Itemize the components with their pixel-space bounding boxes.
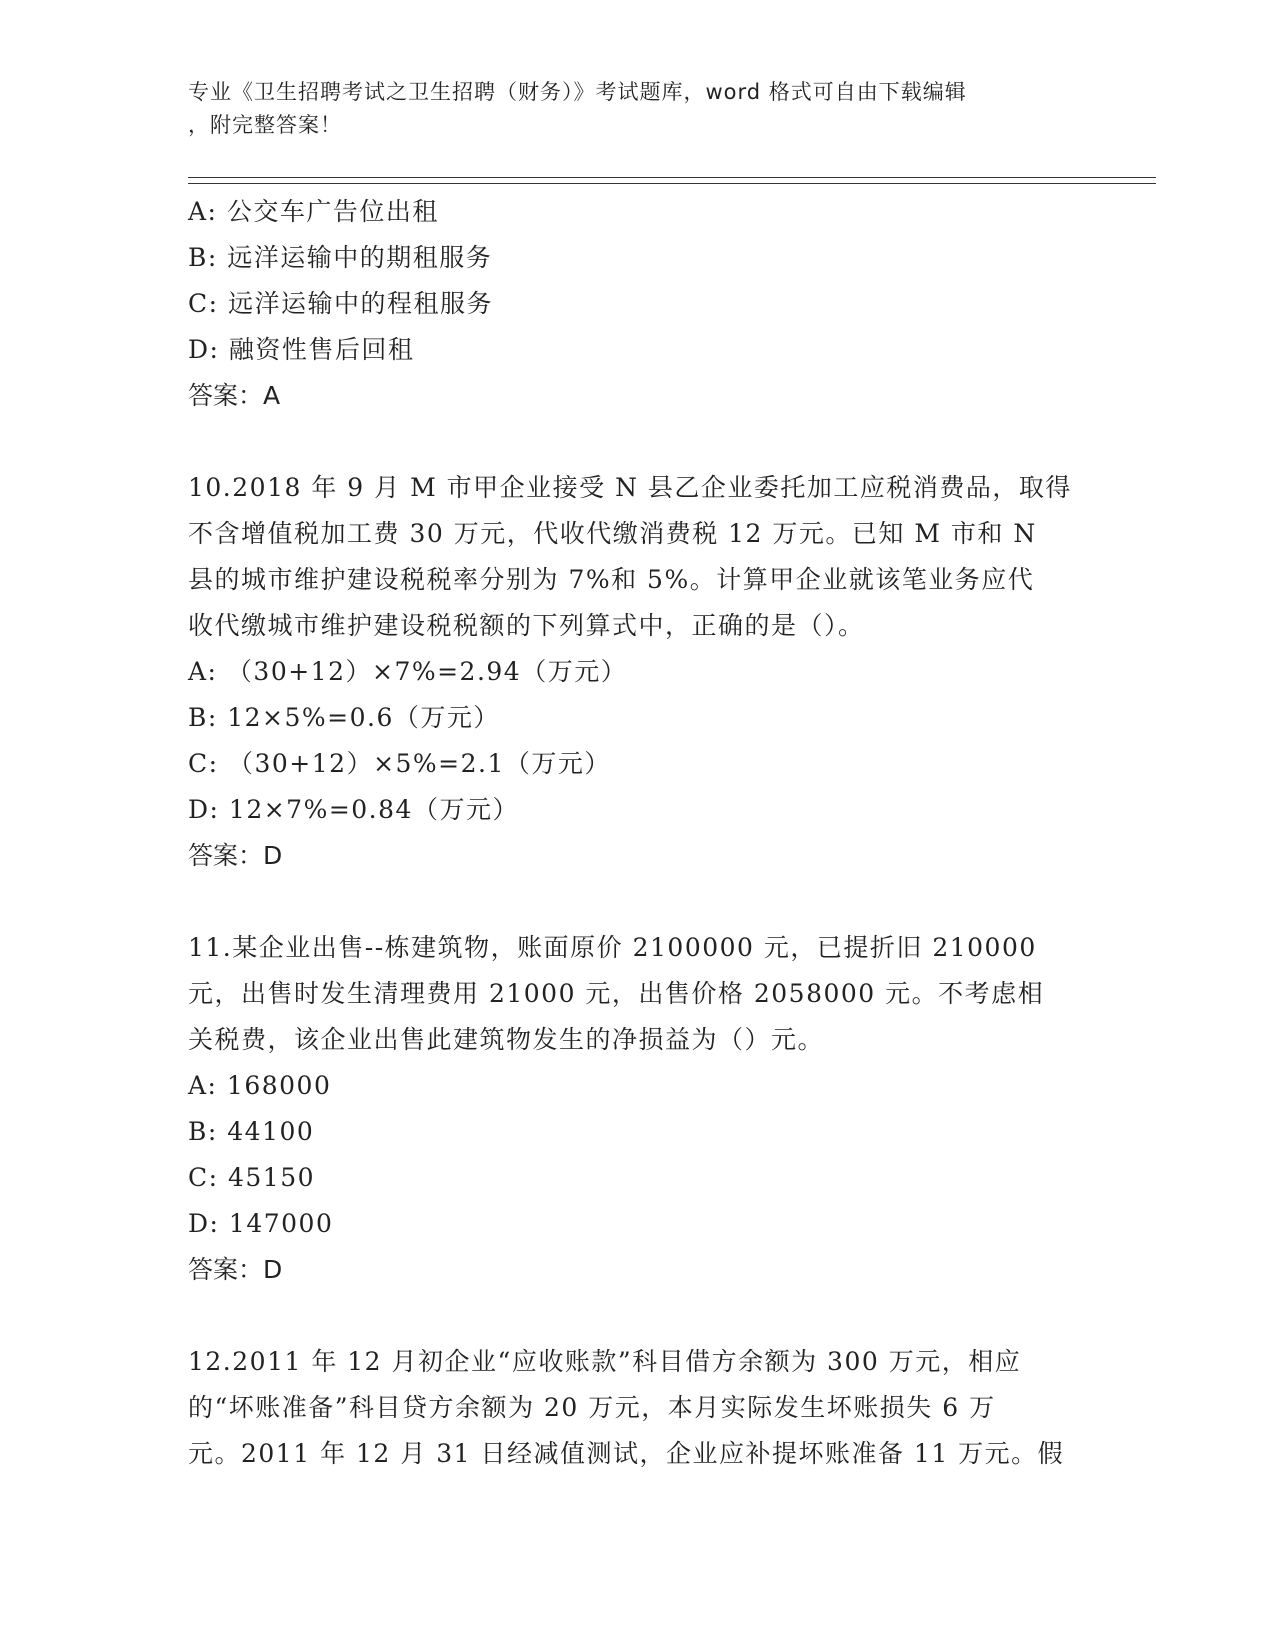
question-11-answer: 答案：D [188, 1255, 283, 1284]
header-divider-top [188, 177, 1156, 178]
question-9-answer: 答案：A [188, 381, 281, 410]
document-body [188, 189, 1088, 1477]
question-10-options [188, 649, 1088, 833]
option-a: A: 168000 [188, 1071, 332, 1100]
option-b: B: 远洋运输中的期租服务 [188, 243, 493, 272]
question-10-answer: 答案：D [188, 841, 283, 870]
document-header [188, 76, 1078, 142]
stem-line: 不含增值税加工费 30 万元，代收代缴消费税 12 万元。已知 M 市和 N [188, 519, 1037, 548]
stem-line: 县的城市维护建设税税率分别为 7%和 5%。计算甲企业就该笔业务应代 [188, 565, 1035, 594]
option-a: A: 公交车广告位出租 [188, 197, 439, 226]
option-b: B: 12×5%=0.6（万元） [188, 703, 500, 732]
option-a: A: （30+12）×7%=2.94（万元） [188, 657, 628, 686]
option-d: D: 融资性售后回租 [188, 335, 415, 364]
question-11-stem [188, 925, 1088, 1063]
spacer [188, 879, 1088, 925]
option-b: B: 44100 [188, 1117, 315, 1146]
option-c: C: 45150 [188, 1163, 316, 1192]
stem-line: 元。2011 年 12 月 31 日经减值测试，企业应补提坏账准备 11 万元。假 [188, 1439, 1065, 1468]
stem-line: 的“坏账准备”科目贷方余额为 20 万元，本月实际发生坏账损失 6 万 [188, 1393, 996, 1422]
header-line-2: ，附完整答案！ [188, 113, 342, 137]
option-d: D: 12×7%=0.84（万元） [188, 795, 519, 824]
stem-line: 元，出售时发生清理费用 21000 元，出售价格 2058000 元。不考虑相 [188, 979, 1045, 1008]
header-line-1: 专业《卫生招聘考试之卫生招聘（财务）》考试题库，word 格式可自由下载编辑 [188, 80, 967, 104]
stem-line: 收代缴城市维护建设税税额的下列算式中，正确的是（）。 [188, 611, 865, 640]
question-9-options [188, 189, 1088, 373]
spacer [188, 419, 1088, 465]
option-c: C: （30+12）×5%=2.1（万元） [188, 749, 611, 778]
option-d: D: 147000 [188, 1209, 334, 1238]
stem-line: 12.2011 年 12 月初企业“应收账款”科目借方余额为 300 万元，相应 [188, 1347, 1022, 1376]
option-c: C: 远洋运输中的程租服务 [188, 289, 493, 318]
question-11-options [188, 1063, 1088, 1247]
spacer [188, 1293, 1088, 1339]
stem-line: 关税费，该企业出售此建筑物发生的净损益为（）元。 [188, 1025, 825, 1054]
question-10-stem [188, 465, 1088, 649]
stem-line: 11.某企业出售--栋建筑物，账面原价 2100000 元，已提折旧 210000 [188, 933, 1037, 962]
header-divider-bottom [188, 183, 1156, 184]
stem-line: 10.2018 年 9 月 M 市甲企业接受 N 县乙企业委托加工应税消费品，取得 [188, 473, 1072, 502]
question-12-stem [188, 1339, 1088, 1477]
